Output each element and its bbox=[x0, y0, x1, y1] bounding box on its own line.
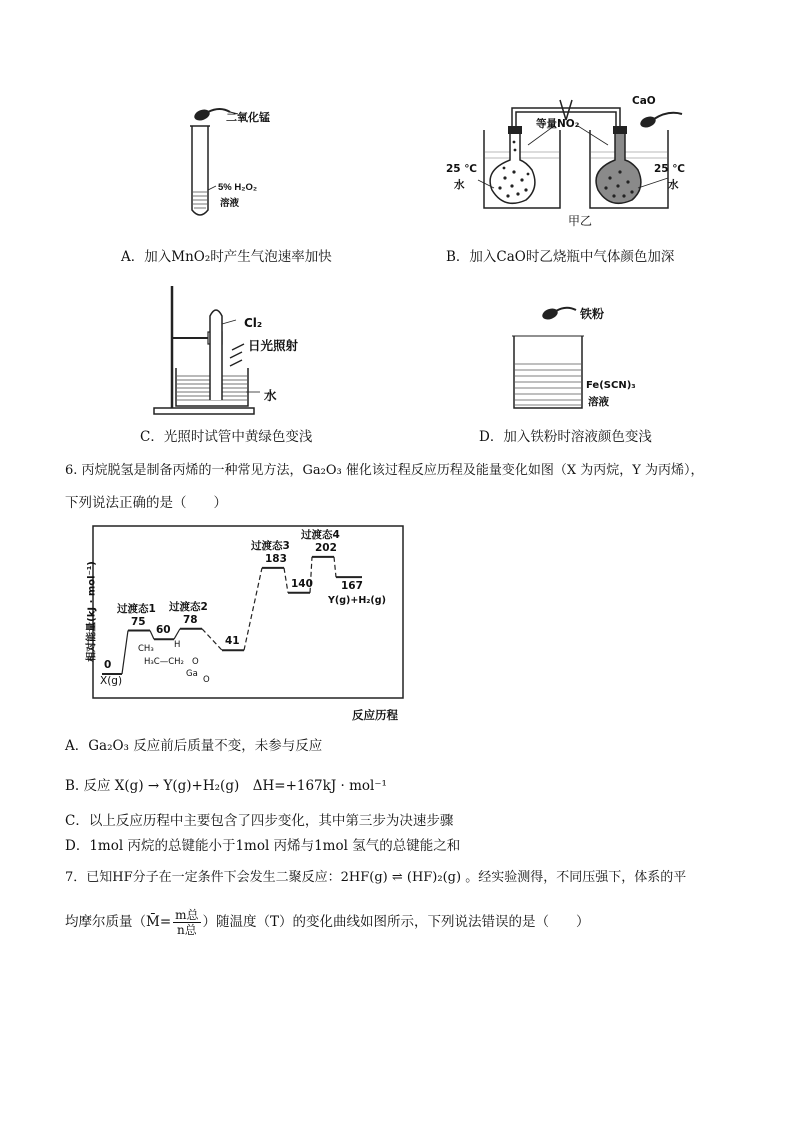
option-5a: A．加入MnO₂时产生气泡速率加快 bbox=[121, 249, 332, 265]
energy-connector-2 bbox=[150, 631, 154, 640]
energy-level-label-3: 过渡态2 bbox=[169, 600, 208, 613]
option-5b: B．加入CaO时乙烧瓶中气体颜色加深 bbox=[446, 249, 675, 265]
energy-value-2: 60 bbox=[156, 624, 171, 637]
a-solution-label-2: 溶液 bbox=[220, 198, 240, 209]
b-gas-label: 等量NO₂ bbox=[536, 118, 580, 130]
fraction-denominator: n总 bbox=[176, 923, 197, 937]
energy-value-0: 0 bbox=[104, 659, 112, 671]
energy-connector-6 bbox=[284, 568, 288, 593]
structure-ch3: CH₃ bbox=[138, 644, 154, 654]
d-reagent-label: 铁粉 bbox=[580, 307, 605, 321]
q7-stem-line2 bbox=[65, 908, 590, 937]
q7-stem-part2: ）随温度（T）的变化曲线如图所示，下列说法错误的是（ ） bbox=[202, 914, 590, 930]
energy-value-3: 78 bbox=[183, 613, 198, 626]
d-solution-label: Fe(SCN)₃ bbox=[586, 380, 636, 391]
energy-level-label-7: 过渡态4 bbox=[301, 528, 340, 541]
c-light-label: 日光照射 bbox=[248, 338, 299, 353]
fraction-numerator: m总 bbox=[175, 908, 199, 922]
energy-value-6: 140 bbox=[291, 577, 313, 590]
option-5d: D．加入铁粉时溶液颜色变浅 bbox=[479, 429, 652, 445]
structure-o2: O bbox=[203, 675, 210, 685]
q7-stem-part1: 均摩尔质量（M̄= bbox=[65, 914, 172, 930]
c-gas-label: Cl₂ bbox=[244, 316, 263, 330]
energy-value-1: 75 bbox=[131, 615, 146, 628]
q7-stem-line1: 7．已知HF分子在一定条件下会发生二聚反应：2HF(g) ⇌ (HF)₂(g) 。经实验测得，不同压强下，体系的平 bbox=[65, 870, 687, 885]
energy-diagram bbox=[62, 524, 422, 724]
structure-o: O bbox=[192, 657, 199, 667]
energy-level-label-5: 过渡态3 bbox=[251, 539, 290, 552]
energy-diagram-svg bbox=[62, 524, 422, 724]
option-5c: C．光照时试管中黄绿色变浅 bbox=[140, 429, 313, 445]
energy-connector-4 bbox=[202, 629, 222, 650]
energy-y-axis-label: 相对能量(kJ · mol⁻¹) bbox=[86, 561, 98, 662]
b-right-water: 水 bbox=[668, 179, 679, 191]
q6-stem-line2: 下列说法正确的是（ ） bbox=[65, 495, 227, 511]
d-solution-label-2: 溶液 bbox=[588, 396, 609, 408]
structure-ga: Ga bbox=[186, 669, 198, 679]
structure-h3c-ch2: H₃C—CH₂ bbox=[144, 657, 184, 667]
energy-value-7: 202 bbox=[315, 541, 337, 554]
q6-option-a: A．Ga₂O₃ 反应前后质量不变，未参与反应 bbox=[65, 738, 323, 754]
energy-x-axis-label: 反应历程 bbox=[352, 708, 398, 722]
b-right-temp: 25 ℃ bbox=[654, 163, 685, 175]
energy-connector-8 bbox=[334, 557, 336, 577]
energy-level-label-1: 过渡态1 bbox=[117, 602, 156, 615]
b-left-temp: 25 ℃ bbox=[446, 163, 477, 175]
a-reagent-label: 二氧化锰 bbox=[226, 112, 270, 124]
q6-option-b: B. 反应 X(g) → Y(g)+H₂(g) ΔH=+167kJ · mol⁻¹ bbox=[65, 778, 387, 794]
b-cao-label: CaO bbox=[632, 95, 656, 107]
energy-level-label-8: Y(g)+H₂(g) bbox=[328, 595, 386, 607]
q6-stem-line1: 6. 丙烷脱氢是制备丙烯的一种常见方法，Ga₂O₃ 催化该过程反应历程及能量变化如图（X 为丙烷，Y 为丙烯）， bbox=[65, 463, 704, 478]
energy-connector-5 bbox=[244, 568, 262, 650]
b-caption-names: 甲乙 bbox=[568, 214, 593, 228]
figure-b-flasks bbox=[470, 90, 710, 220]
mean-molar-mass-fraction bbox=[173, 908, 200, 937]
energy-value-4: 41 bbox=[225, 635, 240, 648]
a-solution-label: 5% H₂O₂ bbox=[218, 182, 258, 193]
q6-option-d: D．1mol 丙烷的总键能小于1mol 丙烯与1mol 氢气的总键能之和 bbox=[65, 838, 461, 854]
q6-option-c: C．以上反应历程中主要包含了四步变化，其中第三步为决速步骤 bbox=[65, 813, 454, 829]
b-left-water: 水 bbox=[454, 179, 465, 191]
energy-connector-1 bbox=[122, 631, 128, 675]
structure-h: H bbox=[174, 640, 181, 650]
energy-value-8: 167 bbox=[341, 580, 363, 593]
energy-value-5: 183 bbox=[265, 552, 287, 565]
energy-level-label-0: X(g) bbox=[100, 675, 123, 687]
c-water-label: 水 bbox=[264, 388, 277, 403]
energy-connector-3 bbox=[174, 629, 180, 639]
figure-d-beaker bbox=[510, 300, 630, 415]
